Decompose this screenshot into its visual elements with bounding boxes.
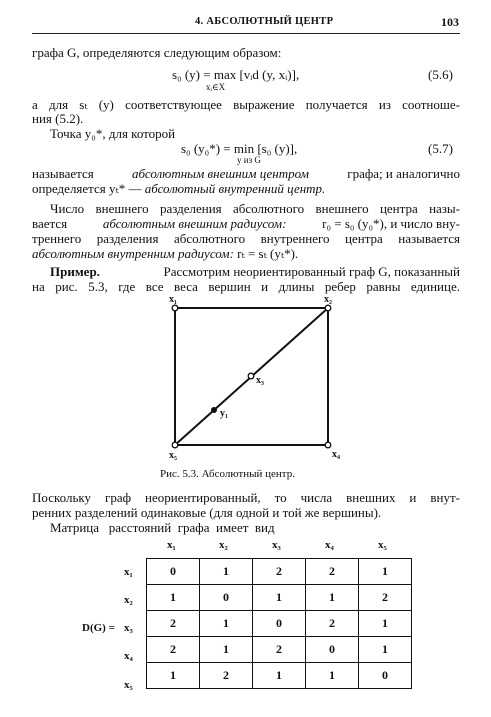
term-absolute-outer-radius: абсолютным внешним радиусом: — [102, 216, 287, 231]
text-line-2: а для sₜ (y) соответствующее выражение получается из соотноше- — [32, 97, 460, 112]
text-line-5-a: называется — [32, 166, 94, 181]
matrix-cell: 2 — [253, 637, 306, 663]
text-line-8-b: r₀ = s₀ (y₀*), и число вну- — [322, 216, 460, 231]
matrix-row — [147, 559, 412, 585]
matrix-col-header: x₃ — [272, 539, 281, 551]
text-line-5-b: графа; и аналогично — [347, 166, 460, 181]
vertex-x5 — [172, 442, 178, 448]
page-number: 103 — [441, 15, 459, 29]
matrix-cell: 2 — [147, 611, 200, 637]
figure-caption: Рис. 5.3. Абсолютный центр. — [160, 468, 295, 480]
example-label: Пример. — [50, 264, 100, 279]
matrix-cell: 0 — [253, 611, 306, 637]
matrix-row-header: x₄ — [124, 650, 133, 662]
matrix-col-header: x₂ — [219, 539, 228, 551]
matrix-cell: 1 — [200, 637, 253, 663]
vertex-x2 — [325, 305, 331, 311]
matrix-label: D(G) = — [82, 622, 115, 634]
term-absolute-inner-center: абсолютный внутренний центр. — [144, 181, 326, 196]
distance-matrix — [146, 558, 412, 689]
text-line-6-a: определяется yₜ* — — [32, 181, 142, 196]
matrix-cell: 2 — [306, 611, 359, 637]
matrix-cell: 1 — [147, 585, 200, 611]
matrix-cell: 2 — [306, 559, 359, 585]
equation-number-5-6: (5.6) — [428, 67, 453, 82]
text-line-15: Матрица расстояний графа имеет вид — [50, 520, 275, 535]
text-line-6 — [32, 181, 325, 197]
matrix-col-header: x₅ — [378, 539, 387, 551]
text-line-7: Число внешнего разделения абсолютного внешнего центра назы- — [50, 201, 460, 216]
matrix-cell: 1 — [253, 663, 306, 689]
text-line-8-a: вается — [32, 216, 68, 231]
text-line-14: ренних разделений одинаковые (для одной и той же вершины). — [32, 505, 382, 520]
matrix-cell: 1 — [359, 637, 412, 663]
text-line-11 — [50, 264, 460, 280]
equation-5-6-subscript: xᵢ∈X — [206, 82, 226, 92]
running-title: 4. АБСОЛЮТНЫЙ ЦЕНТР — [195, 16, 334, 27]
matrix-cell: 1 — [200, 559, 253, 585]
text-line-10 — [32, 246, 298, 262]
text-line-10-b: rₜ = sₜ (yₜ*). — [237, 246, 299, 261]
term-absolute-inner-radius: абсолютным внутренним радиусом: — [32, 246, 234, 261]
text-line-9: треннего разделения абсолютного внутреннего центра называется — [32, 231, 460, 246]
matrix-row — [147, 663, 412, 689]
matrix-cell: 0 — [200, 585, 253, 611]
matrix-row-header: x₂ — [124, 594, 133, 606]
matrix-row-header: x₃ — [124, 622, 133, 634]
text-line-5 — [32, 166, 460, 182]
text-line-1: графа G, определяются следующим образом: — [32, 45, 282, 60]
text-line-4: Точка y₀*, для которой — [50, 126, 176, 141]
matrix-cell: 1 — [200, 611, 253, 637]
label-x1: x₁ — [169, 294, 177, 305]
equation-number-5-7: (5.7) — [428, 141, 453, 156]
matrix-cell: 1 — [253, 585, 306, 611]
label-x3: x₃ — [256, 375, 264, 386]
matrix-col-header: x₁ — [167, 539, 176, 551]
matrix-col-header: x₄ — [325, 539, 334, 551]
matrix-cell: 0 — [359, 663, 412, 689]
label-x2: x₂ — [324, 294, 332, 305]
label-y1: y₁ — [220, 408, 228, 419]
text-line-12: на рис. 5.3, где все веса вершин и длины ребер равны единице. — [32, 279, 460, 294]
equation-5-6: s₀ (y) = max [vᵢd (y, xᵢ)], — [172, 67, 300, 82]
matrix-cell: 2 — [200, 663, 253, 689]
matrix-row — [147, 611, 412, 637]
matrix-cell: 0 — [147, 559, 200, 585]
matrix-row-header: x₁ — [124, 566, 133, 578]
text-line-3: ния (5.2). — [32, 111, 84, 126]
matrix-cell: 1 — [359, 611, 412, 637]
matrix-row — [147, 585, 412, 611]
term-absolute-outer-center: абсолютным внешним центром — [132, 166, 309, 181]
matrix-cell: 1 — [306, 585, 359, 611]
matrix-cell: 1 — [147, 663, 200, 689]
matrix-row-header: x₅ — [124, 679, 133, 691]
matrix-cell: 1 — [359, 559, 412, 585]
header-rule — [32, 33, 460, 34]
matrix-row — [147, 637, 412, 663]
matrix-cell: 2 — [359, 585, 412, 611]
matrix-cell: 0 — [306, 637, 359, 663]
matrix-cell: 2 — [147, 637, 200, 663]
vertex-x3 — [248, 373, 254, 379]
matrix-cell: 1 — [306, 663, 359, 689]
equation-5-7-subscript: y из G — [237, 155, 261, 165]
point-y1 — [211, 407, 217, 413]
text-line-13: Поскольку граф неориентированный, то числа внешних и внут- — [32, 490, 460, 505]
graph-figure — [160, 290, 350, 462]
vertex-x1 — [172, 305, 178, 311]
matrix-cell: 2 — [253, 559, 306, 585]
equation-5-7: s₀ (y₀*) = min [s₀ (y)], — [181, 141, 298, 156]
label-x4: x₄ — [332, 449, 340, 460]
text-line-11-b: Рассмотрим неориентированный граф G, показанный — [163, 264, 460, 279]
label-x5: x₅ — [169, 450, 177, 461]
text-line-8 — [32, 216, 460, 232]
vertex-x4 — [325, 442, 331, 448]
